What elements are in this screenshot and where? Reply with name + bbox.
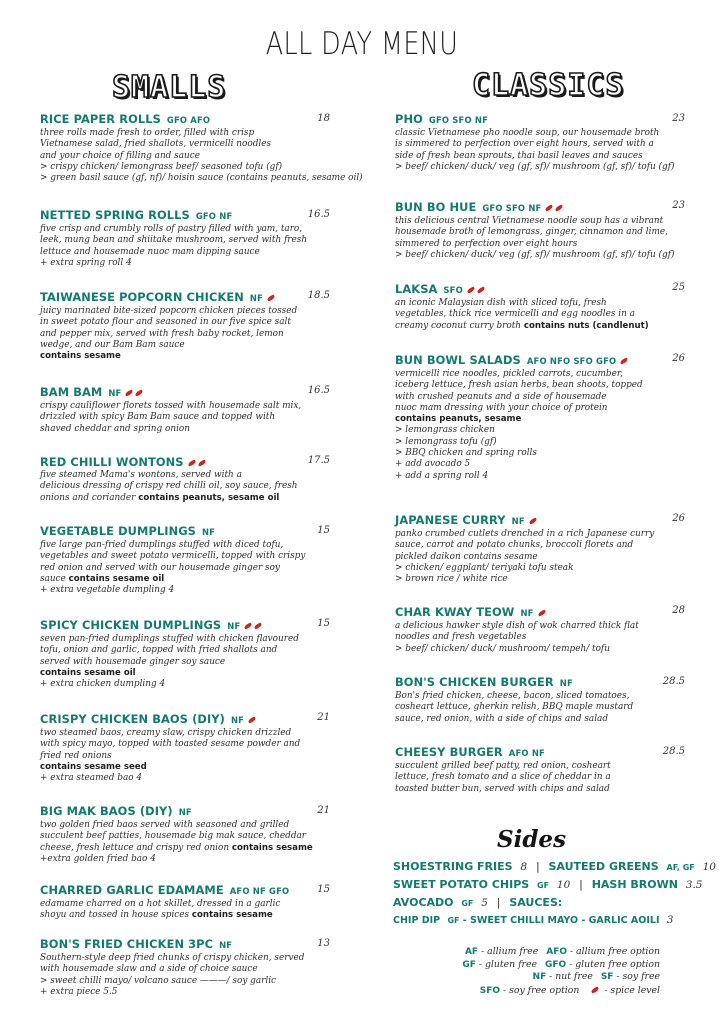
description-line: > beef/ chicken/ duck/ veg (gf, sf)/ mushroom (gf, sf)/ tofu (gf) [395,161,675,172]
description-line: lettuce and housemade nuoc mam dipping sauce [40,246,260,257]
legend-text: - gluten free option [566,958,660,970]
chili-icon [254,622,263,629]
description-line: housemade broth of lemongrass, ginger, cinnamon and lime, [395,227,668,238]
description-line: three rolls made fresh to order, filled with crisp [40,128,255,138]
item-name [40,289,330,305]
item-name-text: SPICY CHICKEN DUMPLINGS [40,618,222,632]
description-line: leek, mung bean and shiitake mushroom, served with fresh [40,235,308,246]
item-price: 15 [317,525,330,536]
legend-line [462,946,660,959]
allergen-note: contains sesame seed [40,761,147,772]
chili-icons [125,384,145,398]
legend-text: - allium free [478,946,539,957]
legend-text: - allium free option [567,946,660,957]
dietary-tags: NF [108,388,122,398]
description-line: five crisp and crumbly rolls of pastry filled with yam, taro, [40,224,303,234]
chili-icon [466,286,475,293]
dietary-tags: NF [559,678,573,688]
side-price: 3.5 [685,879,703,891]
item-description [40,128,363,184]
item-price: 28.5 [662,676,685,687]
description-line: wedge, and our Bam Bam sauce [40,339,185,350]
item-price: 15 [317,618,330,629]
description-line: two golden fried baos served with seasoned and grilled [40,820,290,830]
menu-item [395,352,685,482]
dietary-tags: NF [201,527,216,537]
description-line: sauce, carrot and potato chunks, broccoli florets and [395,540,634,551]
description-line: two steamed baos, creamy slaw, crispy chicken drizzled [40,728,292,738]
classics-heading: CLASSICS [472,68,625,103]
description-line: an iconic Malaysian dish with sliced tofu, fresh [395,298,607,308]
side-price: 3 [666,914,674,926]
item-price: 18 [317,113,330,124]
item-price: 16.5 [307,209,330,220]
legend-abbr: SF [600,972,614,983]
legend-abbr: AFO [546,947,568,957]
legend-abbr: AF [464,947,479,957]
item-description [40,728,330,784]
description-text: sauce [40,573,69,584]
description-line [40,910,330,921]
item-name-text: VEGETABLE DUMPLINGS [40,524,196,538]
chili-icons [244,617,264,631]
dietary-tags: AFO NF GFO [229,886,290,896]
description-line: > beef/ chicken/ duck/ veg (gf, sf)/ mushroom (gf, sf)/ tofu (gf) [395,249,675,260]
description-text: creamy coconut curry broth [395,320,524,331]
item-name-text: RED CHILLI WONTONS [40,455,184,469]
side-item-name: SWEET POTATO CHIPS [393,878,530,891]
dietary-tags: NF [249,293,264,303]
description-line: vegetables, thick rice vermicelli and egg noodles in a [395,309,635,320]
legend-abbr: NF [532,972,547,983]
sauce-name: CHIP DIP [393,915,441,926]
item-description [40,634,330,690]
sauces-line [393,912,713,929]
legend-abbr: SFO [479,985,501,996]
extra-option: > BBQ chicken and spring rolls [395,448,537,459]
description-line: lettuce, fresh tomato and a slice of cheddar in a [395,772,611,783]
dietary-tags: AFO NFO SFO GFO [526,356,617,366]
item-price: 23 [672,200,685,211]
chili-icon [135,389,144,396]
allergen-note: contains peanuts, sesame oil [138,492,280,503]
chili-icon [545,204,554,211]
menu-title: ALL DAY MENU [265,26,459,62]
side-price: 10 [702,861,716,873]
description-line: edamame charred on a hot skillet, dressed in a garlic [40,899,281,909]
description-line: five large pan-fried dumplings stuffed with diced tofu, [40,540,284,550]
chili-icon [528,517,537,524]
legend-text: - spice level [601,984,660,996]
description-line: vegetables and sweet potato vermicelli, topped with crispy [40,551,306,562]
menu-item [40,617,330,690]
menu-item [40,883,330,922]
description-line: > crispy chicken/ lemongrass beef/ seasoned tofu (gf) [40,161,283,172]
item-name-text: BIG MAK BAOS (DIY) [40,804,173,818]
chili-icon [620,357,629,364]
description-line: with crushed peanuts and a side of housemade [395,391,607,402]
description-line: + extra piece 5.5 [40,986,118,997]
description-line: red onion and served with our housemade ginger soy [40,562,280,573]
menu-item [40,112,363,184]
item-name-text: BON'S CHICKEN BURGER [395,675,554,689]
description-line: served with housemade ginger soy sauce [40,656,226,667]
menu-item [40,711,330,784]
description-line: noodles and fresh vegetables [395,632,527,643]
allergen-note: contains nuts (candlenut) [523,320,649,331]
divider: | [579,878,583,891]
dietary-tags: NF [178,807,192,817]
description-text: onions and coriander [40,492,139,503]
description-line: panko crumbed cutlets drenched in a rich Japanese curry [395,529,655,539]
item-name-text: BUN BOWL SALADS [395,353,521,367]
legend-line [462,971,660,984]
item-description [395,761,685,795]
chili-icon [476,286,485,293]
legend-line [462,984,660,998]
dietary-tags: GFO SFO NF [428,115,489,125]
side-price: 5 [481,897,488,909]
chili-icon [555,204,564,211]
item-name [395,604,685,620]
dietary-tags: NF [520,608,534,618]
item-price: 21 [317,712,330,723]
dietary-tags: AFO NF [508,748,545,758]
description-line: Southern-style deep fried chunks of crispy chicken, served [40,953,305,963]
dietary-tags: GFO SFO NF [482,203,542,213]
item-name-text: BON'S FRIED CHICKEN 3PC [40,937,214,951]
extra-option: + extra vegetable dumpling 4 [40,585,175,596]
item-price: 15 [317,884,330,895]
chili-icon [197,459,206,466]
side-tags: GF [447,916,460,925]
description-line: is simmered to perfection over eight hours, served with a [395,139,654,150]
item-description [40,820,330,865]
item-name-text: PHO [395,112,423,126]
item-description [40,224,330,269]
legend-text: - gluten free [475,958,537,970]
side-item-name: HASH BROWN [591,878,678,891]
description-text: shoyu and tossed in house spices [40,910,192,921]
chili-icons [248,711,258,725]
description-line: > green basil sauce (gf, nf)/ hoisin sauce (contains peanuts, sesame oil) [40,173,363,184]
description-line: crispy cauliflower florets tossed with housemade salt mix, [40,401,302,411]
allergen-note: contains peanuts, sesame [395,414,522,425]
menu-item [395,199,685,261]
description-line: in sweet potato flour and seasoned in our five spice salt [40,317,291,328]
allergen-note: contains sesame oil [40,667,136,678]
description-line: with spicy mayo, topped with toasted sesame powder and [40,739,301,750]
dietary-tags: NF [230,715,245,725]
description-line: > sweet chilli mayo/ volcano sauce ———/ soy garlic [40,975,277,986]
extra-option: + add a spring roll 4 [395,470,489,481]
item-name-text: TAIWANESE POPCORN CHICKEN [40,290,244,304]
chili-icon [267,294,276,301]
allergen-note: contains sesame oil [68,573,165,584]
item-price: 16.5 [307,385,330,396]
allergen-note: contains sesame [191,910,273,921]
extra-option: > lemongrass tofu (gf) [395,436,497,447]
extra-option: +extra golden fried bao 4 [40,853,156,864]
sides-list [393,858,716,929]
item-price: 17.5 [307,455,330,466]
dietary-tags: NF [219,940,233,950]
item-name [40,883,330,898]
chili-icon [591,986,600,993]
item-description [395,621,685,655]
item-name-text: NETTED SPRING ROLLS [40,208,190,222]
side-item-name: SHOESTRING FRIES [393,860,513,873]
item-description [40,899,330,922]
description-line: iceberg lettuce, fresh asian herbs, bean shoots, topped [395,380,643,391]
description-line [40,493,330,504]
description-line: with housemade slaw and a side of choice sauce [40,964,258,975]
sides-line [393,894,713,912]
allergen-note: contains sesame [40,351,121,362]
sides-line [393,858,716,876]
item-description [40,470,330,504]
item-description [395,529,685,585]
dietary-tags: NF [511,516,525,526]
description-line: and your choice of filling and sauce [40,150,200,161]
description-line: > chicken/ eggplant/ teriyaki tofu steak [395,562,574,573]
chili-icon [244,622,253,629]
description-line: succulent beef patties, housemade big mak sauce, cheddar [40,831,307,842]
item-name-text: BUN BO HUE [395,200,477,214]
sauce-names: - SWEET CHILLI MAYO - GARLIC AOILI [462,915,660,926]
item-name-text: CHARRED GARLIC EDAMAME [40,883,224,897]
item-name [40,384,330,400]
item-name [395,281,685,297]
item-price: 26 [672,513,685,524]
item-price: 21 [317,805,330,816]
chili-icons [188,454,208,468]
item-price: 18.5 [307,290,330,301]
side-tags: GF [537,881,550,890]
chili-icons [267,289,277,303]
item-description [40,401,330,435]
item-description [395,298,685,332]
chili-icons [538,604,548,618]
description-line: five steamed Mama's wontons, served with a [40,470,242,480]
description-line: sauce, red onion, with a side of chips and salad [395,713,609,724]
dietary-tags: NF [227,621,241,631]
side-price: 8 [520,861,528,873]
description-line: drizzled with spicy Bam Bam sauce and topped with [40,412,276,423]
description-line: tofu, onion and garlic, topped with fried shallots and [40,645,278,656]
description-line: + extra spring roll 4 [40,257,132,268]
item-name [395,675,685,690]
chili-icon [248,716,257,723]
dietary-tags: SFO [443,285,463,295]
dietary-legend [462,946,660,997]
side-tags: GF [461,899,474,908]
item-name [40,208,330,223]
menu-item [40,454,330,504]
menu-item [40,524,330,596]
legend-abbr: GFO [544,959,567,970]
menu-item [40,384,330,435]
allergen-note: contains sesame [231,842,313,853]
divider: | [496,896,501,909]
extra-option: + extra chicken dumpling 4 [40,679,166,690]
description-line: cosheart lettuce, gherkin relish, BBQ maple mustard [395,702,634,713]
item-price: 23 [672,113,685,124]
extra-option: + add avocado 5 [395,459,471,470]
item-price: 13 [317,938,330,949]
item-description [395,128,685,173]
chili-icons [529,512,539,526]
dietary-tags: GFO NF [195,211,233,221]
description-line: fried red onions [40,750,112,761]
item-name-text: RICE PAPER ROLLS [40,112,161,126]
item-name [40,711,330,727]
description-line: shaved cheddar and spring onion [40,423,190,434]
legend-text: - soy free option [500,984,580,996]
item-name [40,617,330,633]
item-name [40,524,330,539]
sides-line [393,876,713,894]
description-line: nuoc mam dressing with your choice of protein [395,402,608,413]
description-line: simmered to perfection over eight hours [395,238,578,249]
description-line: toasted butter bun, served with chips and salad [395,783,610,794]
description-line: Vietnamese salad, fried shallots, vermicelli noodles [40,139,272,150]
description-line: classic Vietnamese pho noodle soup, our housemade broth [395,128,660,138]
chili-icons [620,352,630,366]
description-line: > brown rice / white rice [395,574,508,585]
menu-item [40,208,330,269]
item-description [40,953,330,998]
description-line: delicious dressing of crispy red chilli oil, soy sauce, fresh [40,481,298,492]
legend-line [462,959,660,972]
chili-icons [467,281,487,295]
item-name [40,112,330,127]
description-line: this delicious central Vietnamese noodle soup has a vibrant [395,216,664,226]
description-text: cheese, fresh lettuce and crispy red onion [40,842,232,853]
item-description [40,306,330,362]
chili-icons [591,984,601,997]
description-line [40,574,330,585]
item-name-text: LAKSA [395,282,438,296]
side-item-name: SAUTEED GREENS [548,860,659,873]
item-name-text: JAPANESE CURRY [395,513,506,527]
item-description [395,216,685,261]
description-line: > beef/ chicken/ duck/ mushroom/ tempeh/ tofu [395,643,610,654]
menu-item [40,937,330,998]
menu-item [395,281,685,332]
item-name-text: BAM BAM [40,385,103,399]
item-name [395,112,685,127]
side-price: 10 [556,879,571,891]
divider: | [535,860,540,873]
sides-title: Sides [497,826,567,853]
description-line: pickled daikon contains sesame [395,551,538,562]
extra-option: > lemongrass chicken [395,425,495,436]
item-description [395,691,685,725]
item-name-text: CHEESY BURGER [395,745,503,759]
smalls-heading: SMALLS [112,70,227,105]
item-description [395,369,685,482]
side-tags: AF, GF [666,863,695,872]
chili-icon [537,609,546,616]
item-description [40,540,330,596]
dietary-tags: GFO AFO [166,115,211,125]
item-name [395,512,685,528]
legend-text: - soy free [613,971,660,983]
description-line [40,843,330,854]
description-line [395,321,685,332]
extra-option: + extra steamed bao 4 [40,773,143,784]
sauces-label: SAUCES: [509,896,563,909]
menu-item [395,512,685,585]
legend-abbr: GF [462,959,476,970]
item-name [395,352,685,368]
description-line: succulent grilled beef patty, red onion, cosheart [395,761,611,771]
menu-item [395,604,685,655]
item-name [395,199,685,215]
item-price: 26 [672,353,685,364]
item-price: 28.5 [662,746,685,757]
description-line: juicy marinated bite-sized popcorn chicken pieces tossed [40,306,298,316]
menu-item [395,675,685,725]
chili-icon [187,459,196,466]
item-name-text: CRISPY CHICKEN BAOS (DIY) [40,712,225,726]
description-line: and pepper mix, served with fresh baby rocket, lemon [40,328,284,339]
description-line: a delicious hawker style dish of wok charred thick flat [395,621,639,631]
item-name [40,937,330,952]
description-line: Bon's fried chicken, cheese, bacon, sliced tomatoes, [395,691,630,701]
item-price: 28 [672,605,685,616]
legend-text: - nut free [546,971,593,983]
item-name [40,804,330,819]
menu-item [40,804,330,865]
description-line: seven pan-fried dumplings stuffed with chicken flavoured [40,634,299,644]
menu-item [40,289,330,362]
chili-icon [125,389,134,396]
item-price: 25 [672,282,685,293]
item-name-text: CHAR KWAY TEOW [395,605,515,619]
side-item-name: AVOCADO [393,896,454,909]
description-line: side of fresh bean sprouts, thai basil leaves and sauces [395,150,643,161]
menu-item [395,112,685,173]
chili-icons [545,199,565,213]
menu-item [395,745,685,795]
item-name [40,454,330,469]
item-name [395,745,685,760]
description-line: vermicelli rice noodles, pickled carrots, cucumber, [395,369,623,379]
